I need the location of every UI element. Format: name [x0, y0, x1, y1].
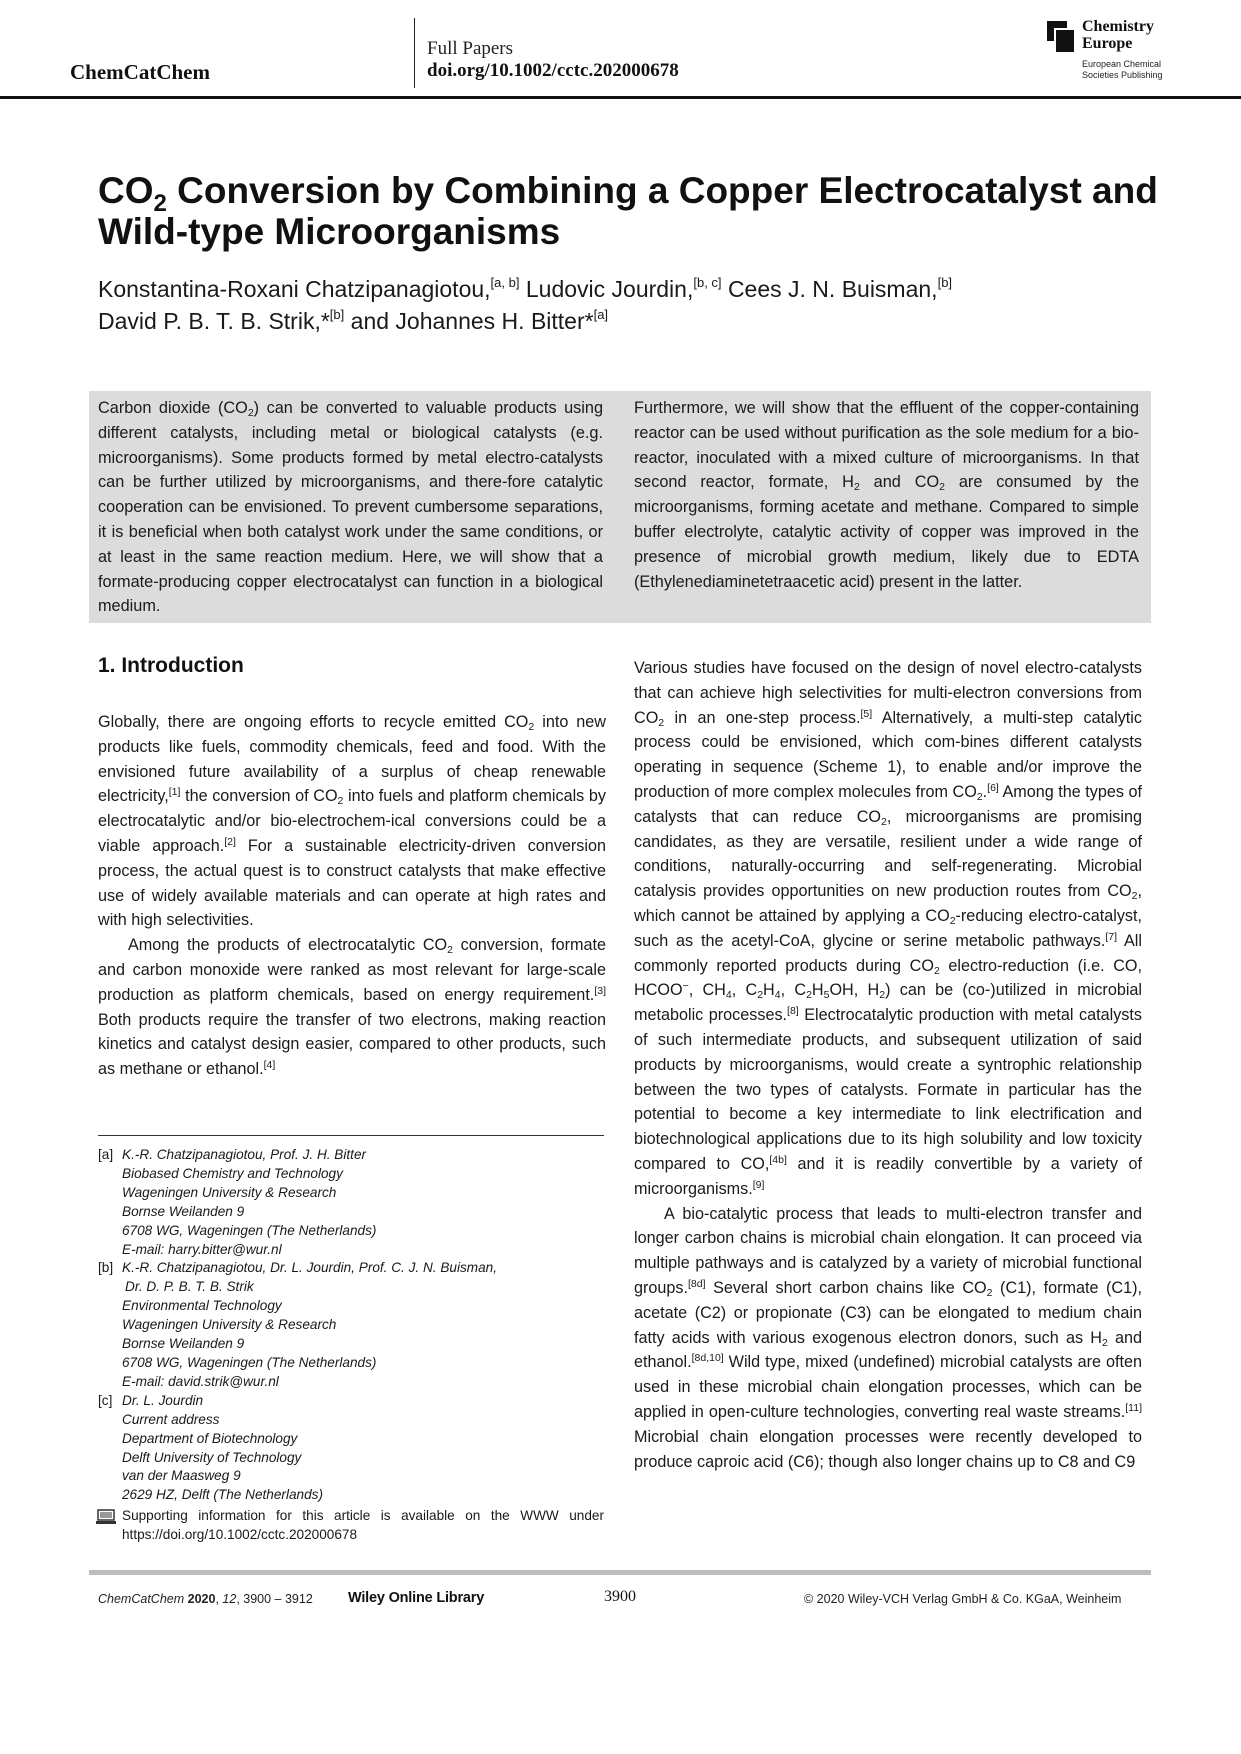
citation-link[interactable]: [6] — [987, 781, 999, 794]
body-left-column — [98, 652, 606, 1082]
author-affiliation-ref: [a] — [593, 307, 609, 322]
citation-link[interactable]: [3] — [594, 984, 606, 997]
paragraph: Among the products of electrocatalytic $CO_2$ conversion, formate and carbon monoxide were ranked as most relevant for large-scale production as platform chemicals, based on energy requirement.[3] Both products require the transfer of two electrons, making reaction kinetics and catalyst design easier, compared to other products, such as methane or ethanol.[4] — [98, 936, 606, 1079]
affiliations — [98, 1146, 604, 1545]
author: Ludovic Jourdin, — [525, 276, 694, 302]
article-doi-link[interactable]: doi.org/10.1002/cctc.202000678 — [427, 60, 679, 81]
author-list — [98, 273, 1158, 337]
paragraph: Various studies have focused on the design of novel electro-catalysts that can achieve high selectivities for multi-electron conversions from $CO_2$ in an one-step process.[5] Alternatively, a multi-step catalytic process could be envisioned, which com-bines different catalysts operating in sequence (Scheme 1), to enable and/or improve the production of more complex molecules from $CO_2.[6]$ Among the types of catalysts that can reduce $CO_2$, microorganisms are promising candidates, as they are versatile, resilient under a wide range of conditions, naturally-occurring and self-regenerating. Microbial catalysis provides opportunities on new production routes from $CO_2$, which cannot be attained by applying a $CO_2$-reducing electro-catalyst, such as the acetyl-CoA, glycine or serine metabolic pathways.[7] All commonly reported products during $CO_2$ electro-reduction (i.e. CO, HCOO−, $CH_4$, $C_2H_4$, $C_2H_5OH$, $H_2$) can be (co-)utilized in microbial metabolic processes.[8] Electrocatalytic production with metal catalysts of such intermediate products, and subsequent utilization of said products by microorganisms, would create a syntrophic relationship between the two types of catalysts. Formate in particular has the potential to become a key intermediate to link electrification and biotechnological applications due to its high solubility and low toxicity compared to CO,[4b] and it is readily convertible by a variety of microorganisms.[9] — [634, 659, 1143, 1198]
citation-link[interactable]: [4b] — [769, 1153, 787, 1166]
footer-citation: ChemCatChem 2020, 12, 3900 – 3912 — [98, 1592, 313, 1606]
citation-link[interactable]: [8d,10] — [691, 1352, 724, 1365]
email-link[interactable]: E-mail: david.strik@wur.nl — [122, 1373, 279, 1389]
publisher-logo[interactable] — [1046, 18, 1176, 82]
citation-link[interactable]: [11] — [1125, 1401, 1142, 1414]
journal-name: ChemCatChem — [70, 60, 210, 84]
citation-link[interactable]: [7] — [1105, 930, 1118, 943]
body-right-column — [634, 656, 1142, 1474]
article-type: Full Papers — [427, 38, 514, 59]
author: Konstantina-Roxani Chatzipanagiotou, — [98, 276, 491, 302]
citation-link[interactable]: [8d] — [688, 1277, 706, 1290]
abstract-left-column: Carbon dioxide $(CO_2)$ can be converted to valuable products using different catalysts, including metal or biological catalysts (e.g. microorganisms). Some products formed by metal electro-catalysts can be further utilized by microorganisms, and there-fore catalytic cooperation can be envisioned. To prevent cumbersome separations, it is beneficial when both catalyst work under the same conditions, or at least in the same reaction medium. Here, we will show that a formate-producing copper electrocatalyst can function in a biological medium. — [98, 399, 603, 616]
affiliation-a: [a] K.-R. Chatzipanagiotou, Prof. J. H. Bitter Biobased Chemistry and Technology Wageningen University & Research Bornse Weilanden 9 6708 WG, Wageningen (The Netherlands) E-mail: harry.bitter@wur.nl — [98, 1146, 604, 1259]
abstract-box — [89, 391, 1151, 623]
citation-link[interactable]: [8] — [787, 1005, 799, 1018]
supporting-info-note — [98, 1507, 604, 1545]
citation-link[interactable]: [5] — [860, 707, 873, 720]
footer-rule — [89, 1570, 1151, 1575]
computer-icon — [96, 1509, 116, 1525]
supporting-info-link[interactable]: Supporting information for this article is available on the WWW under https://doi.org/10.1002/cctc.202000678 — [122, 1508, 604, 1543]
citation-link[interactable]: [4] — [263, 1059, 276, 1072]
citation-link[interactable]: [1] — [168, 786, 181, 799]
paragraph: A bio-catalytic process that leads to multi-electron transfer and longer carbon chains is microbial chain elongation. It can proceed via multiple pathways and is catalyzed by a variety of microbial functional groups.[8d] Several short carbon chains like $CO_2$ (C1), formate (C1), acetate (C2) or propionate (C3) can be elongated to medium chain fatty acids with various exogenous electron donors, such as $H_2$ and ethanol.[8d,10] Wild type, mixed (undefined) microbial catalysts are often used in these microbial chain elongation processes, which can be applied in open-culture technologies, converting real waste streams.[11] Microbial chain elongation processes were recently developed to produce caproic acid (C6); though also longer chains up to C8 and C9 — [634, 1204, 1142, 1471]
copyright-notice: © 2020 Wiley-VCH Verlag GmbH & Co. KGaA, Weinheim — [804, 1592, 1122, 1606]
wiley-online-library-link[interactable]: Wiley Online Library — [348, 1590, 485, 1606]
publisher-name: Chemistry Europe — [1082, 18, 1154, 52]
author-affiliation-ref: [a, b] — [490, 275, 520, 290]
chemistry-europe-logo-icon — [1046, 20, 1076, 54]
affiliation-b: [b] K.-R. Chatzipanagiotou, Dr. L. Jourdin, Prof. C. J. N. Buisman, Dr. D. P. B. T. B. Strik Environmental Technology Wageningen University & Research Bornse Weilanden 9 6708 WG, Wageningen (The Netherlands) E-mail: david.strik@wur.nl — [98, 1259, 604, 1391]
footnote-rule — [98, 1135, 604, 1136]
publisher-tagline: European Chemical Societies Publishing — [1082, 59, 1163, 80]
citation-link[interactable]: [9] — [752, 1178, 765, 1191]
author-affiliation-ref: [b] — [329, 307, 345, 322]
section-heading: 1. Introduction — [98, 654, 244, 677]
paper-title: $CO_2$ Conversion by Combining a Copper Electrocatalyst and Wild-type Microorganisms — [98, 170, 1158, 252]
affiliation-c: [c] Dr. L. Jourdin Current address Department of Biotechnology Delft University of Technology van der Maasweg 9 2629 HZ, Delft (The Netherlands) — [98, 1392, 323, 1503]
page-number: 3900 — [604, 1588, 636, 1605]
author: Cees J. N. Buisman, — [727, 276, 938, 302]
header-divider — [414, 18, 415, 88]
author: David P. B. T. B. Strik,* — [98, 308, 330, 334]
author: and Johannes H. Bitter* — [350, 308, 594, 334]
header-rule — [0, 96, 1241, 99]
paragraph: Globally, there are ongoing efforts to recycle emitted $CO_2$ into new products like fuels, commodity chemicals, feed and food. With the envisioned future availability of a surplus of cheap renewable electricity,[1] the conversion of $CO_2$ into fuels and platform chemicals by electrocatalytic and/or bio-electrochem-ical conversions could be a viable approach.[2] For a sustainable electricity-driven conversion process, the actual quest is to construct catalysts that make effective use of widely available materials and can operate at high rates and with high selectivities. — [98, 713, 606, 930]
citation-link[interactable]: [2] — [224, 835, 236, 848]
abstract-right-column: Furthermore, we will show that the effluent of the copper-containing reactor can be used without purification as the sole medium for a bio-reactor, inoculated with a mixed culture of microorganisms. In that second reactor, formate, $H_2$ and $CO_2$ are consumed by the microorganisms, forming acetate and methane. Compared to simple buffer electrolyte, catalytic activity of copper was improved in the presence of microbial growth medium, likely due to EDTA (Ethylenediaminetetraacetic acid) present in the latter. — [634, 399, 1139, 591]
author-affiliation-ref: [b] — [937, 275, 953, 290]
author-affiliation-ref: [b, c] — [693, 275, 722, 290]
email-link[interactable]: E-mail: harry.bitter@wur.nl — [122, 1241, 282, 1257]
